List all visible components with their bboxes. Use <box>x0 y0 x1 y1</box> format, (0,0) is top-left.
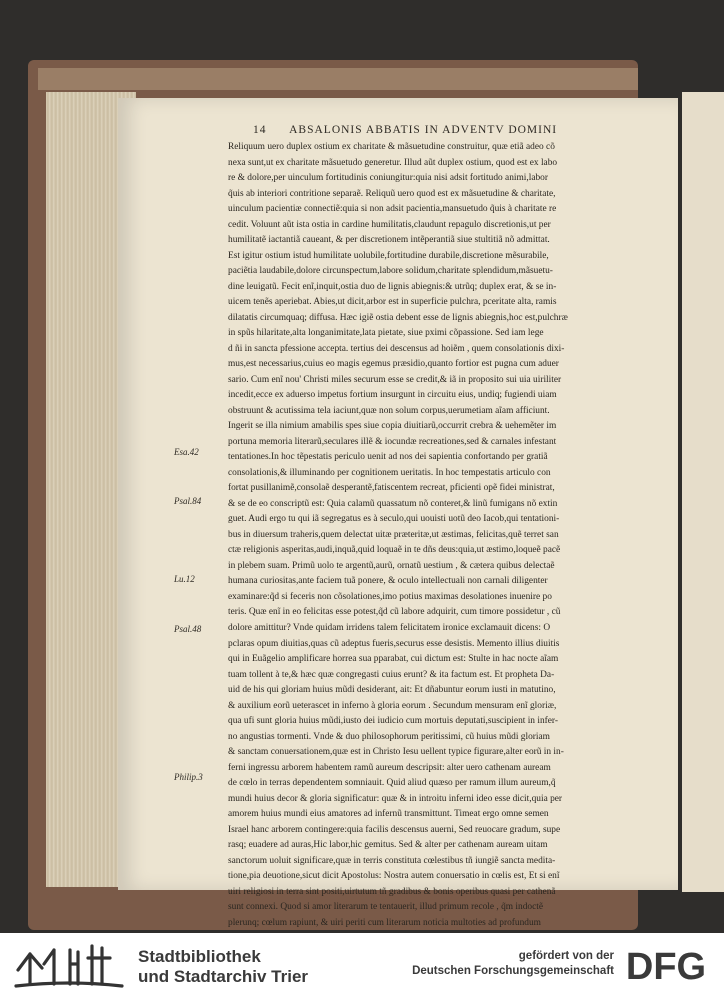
text-line: tuam tollent à te,& hæc quæ congregasti cuius erunt? & ita factum est. Et propheta Da- <box>228 669 555 680</box>
text-line: portuna memoria literarũ,seculares illẽ & iocundæ recreationes,sed & carnales infestant <box>228 436 557 447</box>
library-name <box>138 947 308 987</box>
text-line: incedit,ecce ex aduerso impetus fortium insurgunt in circuitu eius, undiq; fugiendi uiam <box>228 390 557 401</box>
text-line: humana curiositas,ante faciem tuã ponere, & oculo intellectuali non carnali diligenter <box>228 576 548 587</box>
text-line: amorem huius mundi eius amatores ad infernũ transmittunt. Timeat ergo omne semen <box>228 809 549 820</box>
funding-note <box>412 949 614 979</box>
running-head-title: ABSALONIS ABBATIS IN ADVENTV DOMINI <box>289 124 558 136</box>
text-line: re & dolore,per uinculum fortitudinis coniungitur:quia nisi adsit fortitudo animi,labor <box>228 173 548 184</box>
text-line: cedit. Voluunt aũt ista ostia in cardine humilitatis,claudunt repagulo discretionis,ut per <box>228 219 551 230</box>
text-line: q̃uis ab interiori contritione separaẽ. Reliquũ uero quod est ex mãsuetudine & charitate, <box>228 188 556 199</box>
facing-page-edge <box>682 92 724 892</box>
text-line: nexa sunt,ut ex charitate mãsuetudo generetur. Illud aũt duplex ostium, quod est ex labo <box>228 157 558 168</box>
text-line: examinare:q̃d si feceris non cõsolationes,imo potius maximas desolationes inuenire po <box>228 591 552 602</box>
library-name-line1: Stadtbibliothek <box>138 947 261 966</box>
text-line: tentationes.In hoc tẽpestatis periculo uenit ad nos dei sapientia confortando per gratiã <box>228 452 548 463</box>
book-top-edge <box>38 68 638 90</box>
text-line: tione,pia deuotione,sicut dicit Apostolus: Nostra autem conuersatio in cœlis est, Et si enĩ <box>228 871 560 882</box>
text-line: & se de eo conscriptũ est: Quia calamũ quassatum nõ conteret,& linũ fumigans nõ extin <box>228 498 558 509</box>
text-line: uid de his qui gloriam huius mũdi desiderant, ait: Et dñabuntur eorum iusti in matutino, <box>228 685 556 696</box>
text-line: mus,est necessarius,cuius eo magis egemus præsidio,quanto fortior est pugna cum aduer <box>228 359 559 370</box>
text-line: guet. Audi ergo tu qui iã segregatus es à seculo,qui uouisti uotũ deo Iacob,qui tentationi- <box>228 514 560 525</box>
text-line: mundi huius decor & gloria significatur: quæ & in introitu inferni ideo esse dicit,quia per <box>228 793 563 804</box>
text-line: uinculum pacientiæ connectiẽ:quia si non adsit pacientia,mansuetudo q̃uis à charitate re <box>228 204 557 215</box>
margin-note: Psal.48 <box>174 624 202 634</box>
text-line: sunt connexi. Quod si amor literarum te tentauerit, illud primum recole , q̃m indoctẽ <box>228 902 544 913</box>
text-line: Reliquum uero duplex ostium ex charitate & mãsuetudine construitur, quæ etiã adeo cõ <box>228 142 555 152</box>
page-number: 14 <box>253 124 267 136</box>
text-line: bus in diuersum traheris,quem delectat uitæ præteritæ,ut æstimas, felicitas,quẽ terret san <box>228 529 559 540</box>
text-line: no angustias tormenti. Vnde & duo philosophorum peritissimi, cũ huius mũdi gloriam <box>228 731 550 742</box>
text-line: teris. Quæ enĩ in eo felicitas esse potest,q̃d cũ labore adquirit, cum timore possidetur , cũ <box>228 607 561 618</box>
text-line: & auxilium eorũ ueterascet in inferno à gloria eorum . Secundum mensuram enĩ gloriæ, <box>228 700 557 711</box>
library-name-line2: und Stadtarchiv Trier <box>138 967 309 986</box>
margin-note: Philip.3 <box>174 772 203 782</box>
margin-note: Lu.12 <box>174 574 195 584</box>
text-line: paciẽtia laudabile,dolore circunspectum,labore solidum,charitate splendidum,mãsuetu- <box>228 266 553 277</box>
text-line: qua ufi sunt gloria huius mũdi,iusto dei iudicio cum mortuis deputati,suscipient in infer- <box>228 716 558 727</box>
text-line: sanctorum uoluit significare,quæ in terris constituta cœlestibus tñ iungiẽ sancta medita- <box>228 855 556 866</box>
dfg-logo-icon <box>618 945 714 985</box>
text-line: ferni ingressu arborem habentem ramũ aureum descripsit: alter uero cathenam auream <box>228 762 551 773</box>
library-logo-icon <box>14 940 124 992</box>
text-line: & sanctam conuersationem,quæ est in Christo Iesu uellent typice figurare,alter eorũ in in- <box>228 747 564 758</box>
text-line: qui in Euãgelio amplificare horrea sua pparabat, cui dictum est: Stulte in hac nocte aĩam <box>228 654 559 665</box>
footer-bar <box>0 933 724 1000</box>
text-line: uicem tenẽs aperiebat. Abies,ut dicit,arbor est in superficie pulchra, pceritate alta, ramis <box>228 297 557 308</box>
dfg-logo-text: DFG <box>625 946 707 985</box>
text-line: humilitatẽ iactantiã caueant, & per discretionem intẽperantiã siue stultitiã nõ admittat. <box>228 235 550 246</box>
text-line: de cœlo in terras dependentem somniauit. Quid aliud quæso per ramum illum aureum,q̃ <box>228 778 556 789</box>
text-line: dilatatis circumquaq; diffusa. Hæc igiẽ ostia debent esse de lignis abiegnis,hoc est,pulchræ <box>228 312 568 323</box>
margin-note: Esa.42 <box>174 447 199 457</box>
text-line: pclaras opum diuitias,quas cũ adeptus fueris,securus esse desistis. Memento illius diuitis <box>228 638 560 649</box>
text-line: Ingerit se illa nimium amabilis spes siue copia diuitiarũ,occurrit crebra & uehemẽter im <box>228 421 557 432</box>
text-line: d ñi in sancta pfessione accepta. tertius dei descensus ad hoiẽm , quem consolationis dixi- <box>228 343 565 354</box>
text-line: obstruunt & acutissima tela iaciunt,quæ non solum corpus,uerumetiam aĩam afficiunt. <box>228 405 550 416</box>
text-line: plerunq; cœlum rapiunt, & uiri periti cum literarum noticia multoties ad profundum <box>228 917 541 928</box>
text-line: Israel hanc arborem contingere:quia facilis descensus auerni, Sed reuocare gradum, supe <box>228 824 561 835</box>
text-line: rasq; euadere ad auras,Hic labor,hic gemitus. Sed & alter per cathenam auream uitam <box>228 840 548 851</box>
text-line: uiri religiosi in terra sint positi,uirtutum tñ gradibus & bonis operibus quasi per cathenã <box>228 886 556 897</box>
text-line: consolationis,& illuminando per cognitionem ueritatis. In hoc tempestatis articulo con <box>228 467 551 478</box>
margin-note: Psal.84 <box>174 496 202 506</box>
text-line: Est igitur ostium istud humilitate uolubile,fortitudine durabile,discretione mẽsurabile, <box>228 250 549 261</box>
funding-line1: gefördert von der <box>518 950 614 962</box>
text-line: in plebem suam. Primũ uolo te argentũ,aurũ, ornatũ uestium , & cætera quibus delectaẽ <box>228 560 555 571</box>
funding-line2: Deutschen Forschungsgemeinschaft <box>412 965 614 977</box>
text-line: dolore amittitur? Vnde quidam irridens talem felicitatem ironice exclamauit dicens: O <box>228 622 551 633</box>
text-line: fortat pusillanimẽ,consolaẽ desperantẽ,fatiscentem recreat, pficienti opẽ fidei ministrat, <box>228 483 555 494</box>
running-head <box>253 124 653 136</box>
page-text-block <box>228 140 658 933</box>
text-line: sario. Cum enĩ nou' Christi miles securum esse se credit,& iã in proposito sui uia uiriliter <box>228 374 562 385</box>
text-line: in spũs hilaritate,alta longanimitate,lata pietate, siue pximi cõpassione. Sed iam lege <box>228 328 544 339</box>
text-line: ctæ religionis asperitas,audi,inquã,quid loquaẽ in te dñs deus:quia,ut æstimo,loqueẽ pacẽ <box>228 545 561 556</box>
text-line: dine leuigatũ. Fecit enĩ,inquit,ostia duo de lignis abiegnis:& utrũq; duplex erat, & se in- <box>228 281 557 292</box>
